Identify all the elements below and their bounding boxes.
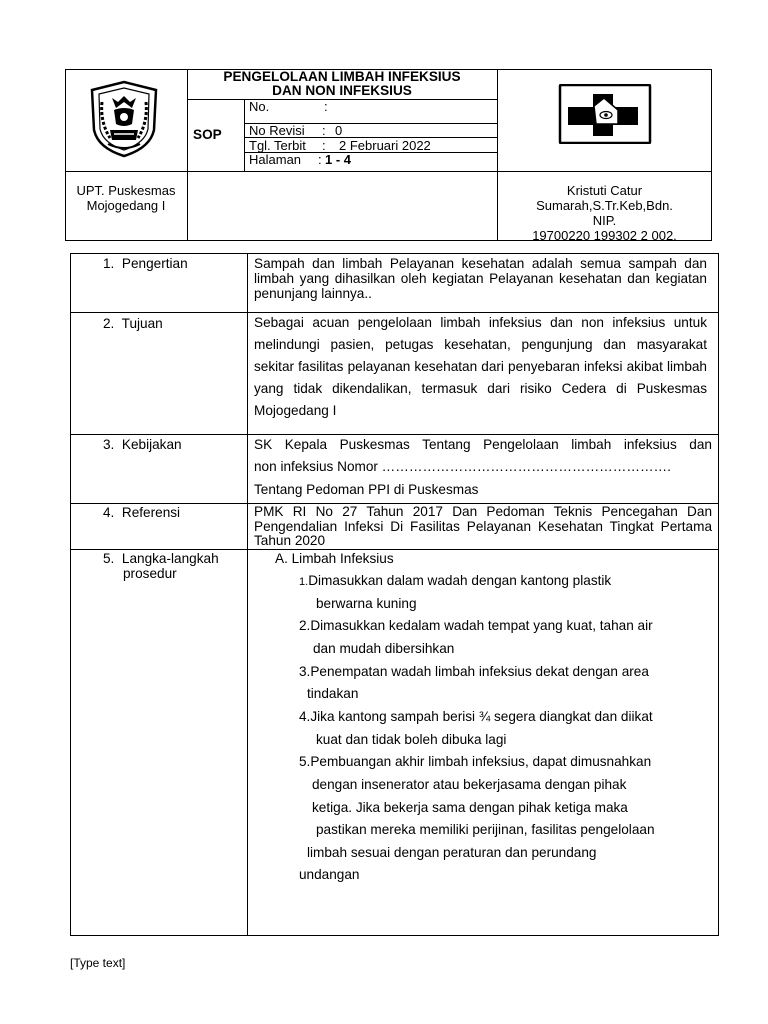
step-number: 4. (299, 709, 311, 724)
footer-placeholder-text: [Type text] (70, 956, 126, 970)
org-line-1: UPT. Puskesmas (76, 183, 176, 198)
procedure-step-4-cont: kuat dan tidak boleh dibuka lagi (316, 732, 507, 747)
step-text: Jika kantong sampah berisi ¾ segera diangkat dan diikat (310, 709, 653, 724)
procedure-step-3 (299, 661, 649, 683)
step-number: 3. (299, 664, 311, 679)
section-label-tujuan: 2. Tujuan (103, 316, 163, 331)
step-number: 5. (299, 754, 311, 769)
organization-name (65, 183, 187, 213)
step-text: Dimasukkan dalam wadah dengan kantong plastik (308, 573, 612, 588)
procedure-step-1 (299, 570, 611, 593)
section-label-kebijakan: 3. Kebijakan (103, 437, 182, 452)
field-terbit-sep: : (322, 138, 326, 153)
step-text: Penempatan wadah limbah infeksius dekat dengan area (310, 664, 649, 679)
section-label-pengertian: 1. Pengertian (103, 256, 188, 271)
field-halaman-label: Halaman (249, 152, 302, 167)
signatory-block (497, 183, 712, 243)
sop-column-divider (244, 99, 245, 171)
content-column-divider (247, 253, 248, 936)
prosedur-label-line-1: 5. Langka-langkah (103, 551, 219, 566)
procedure-step-5 (299, 751, 651, 773)
field-terbit-value: 2 Februari 2022 (339, 138, 431, 153)
title-line-2: DAN NON INFEKSIUS (272, 83, 412, 98)
field-terbit-label: Tgl. Terbit (249, 138, 306, 153)
procedure-step-2 (299, 615, 653, 637)
puskesmas-logo (556, 84, 654, 144)
org-line-2: Mojogedang I (86, 198, 166, 213)
field-revisi-sep: : (322, 123, 326, 138)
section-text-pengertian: Sampah dan limbah Pelayanan kesehatan adalah semua sampah dan limbah yang dihasilkan oleh kegiatan Pelayanan kesehatan dan kegiatan penunjang lainnya.. (254, 256, 707, 301)
procedure-step-1-cont: berwarna kuning (316, 596, 417, 611)
step-number: 2. (299, 618, 311, 633)
title-underline (187, 99, 497, 100)
prosedur-label-line-2: prosedur (123, 566, 177, 581)
step-text: Pembuangan akhir limbah infeksius, dapat dimusnahkan (310, 754, 652, 769)
section-label-referensi: 4. Referensi (103, 505, 181, 520)
document-title (187, 70, 497, 98)
field-halaman-sep: : (318, 152, 322, 167)
doc-type-label: SOP (193, 127, 222, 142)
signatory-line-3: NIP. (592, 213, 617, 228)
section-text-tujuan: Sebagai acuan pengelolaan limbah infeksius dan non infeksius untuk melindungi pasien, petugas kesehatan, pengunjung dan masyarakat sekitar fasilitas pelayanan kesehatan dari penyebaran infeksi akibat limbah yang tidak dikendalikan, termasuk dari risiko Cedera di Puskesmas Mojogedang I (254, 315, 707, 418)
procedure-step-5-cont-5: undangan (299, 867, 360, 882)
title-line-1: PENGELOLAAN LIMBAH INFEKSIUS (223, 69, 461, 84)
regional-emblem-logo (86, 80, 162, 158)
procedure-step-5-cont-2: ketiga. Jika bekerja sama dengan pihak ketiga maka (312, 800, 628, 815)
procedure-step-5-cont-3: pastikan mereka memiliki perijinan, fasilitas pengelolaan (316, 822, 655, 837)
signatory-line-2: Sumarah,S.Tr.Keb,Bdn. (536, 198, 673, 213)
field-halaman-value: 1 - 4 (325, 152, 352, 167)
field-no-sep: : (324, 99, 328, 114)
header-divider-horizontal (65, 171, 712, 172)
field-revisi-value: 0 (335, 123, 343, 138)
subheading-limbah-infeksius: A. Limbah Infeksius (275, 551, 394, 566)
field-no-label: No. (249, 99, 270, 114)
step-text: Dimasukkan kedalam wadah tempat yang kuat, tahan air (310, 618, 653, 633)
section-label-prosedur (103, 551, 219, 581)
procedure-step-3-cont: tindakan (307, 686, 359, 701)
field-revisi-label: No Revisi (249, 123, 305, 138)
section-text-referensi: PMK RI No 27 Tahun 2017 Dan Pedoman Teknis Pencegahan Dan Pengendalian Infeksi Di Fasilitas Pelayanan Kesehatan Tingkat Pertama Tahun 2020 (254, 504, 712, 548)
procedure-step-2-cont: dan mudah dibersihkan (313, 641, 455, 656)
section-text-kebijakan-line-3: Tentang Pedoman PPI di Puskesmas (254, 482, 479, 497)
step-number: 1. (299, 576, 309, 588)
signatory-line-1: Kristuti Catur (566, 183, 643, 198)
procedure-step-4 (299, 706, 653, 728)
procedure-step-5-cont-4: limbah sesuai dengan peraturan dan perundang (307, 845, 597, 860)
signatory-line-4: 19700220 199302 2 002. (532, 228, 677, 243)
section-text-kebijakan-line-1: SK Kepala Puskesmas Tentang Pengelolaan limbah infeksius dan (254, 437, 712, 452)
section-text-kebijakan-line-2: non infeksius Nomor ………………………………………………………. (254, 459, 671, 474)
procedure-step-5-cont-1: dengan insenerator atau bekerjasama dengan pihak (312, 777, 627, 792)
